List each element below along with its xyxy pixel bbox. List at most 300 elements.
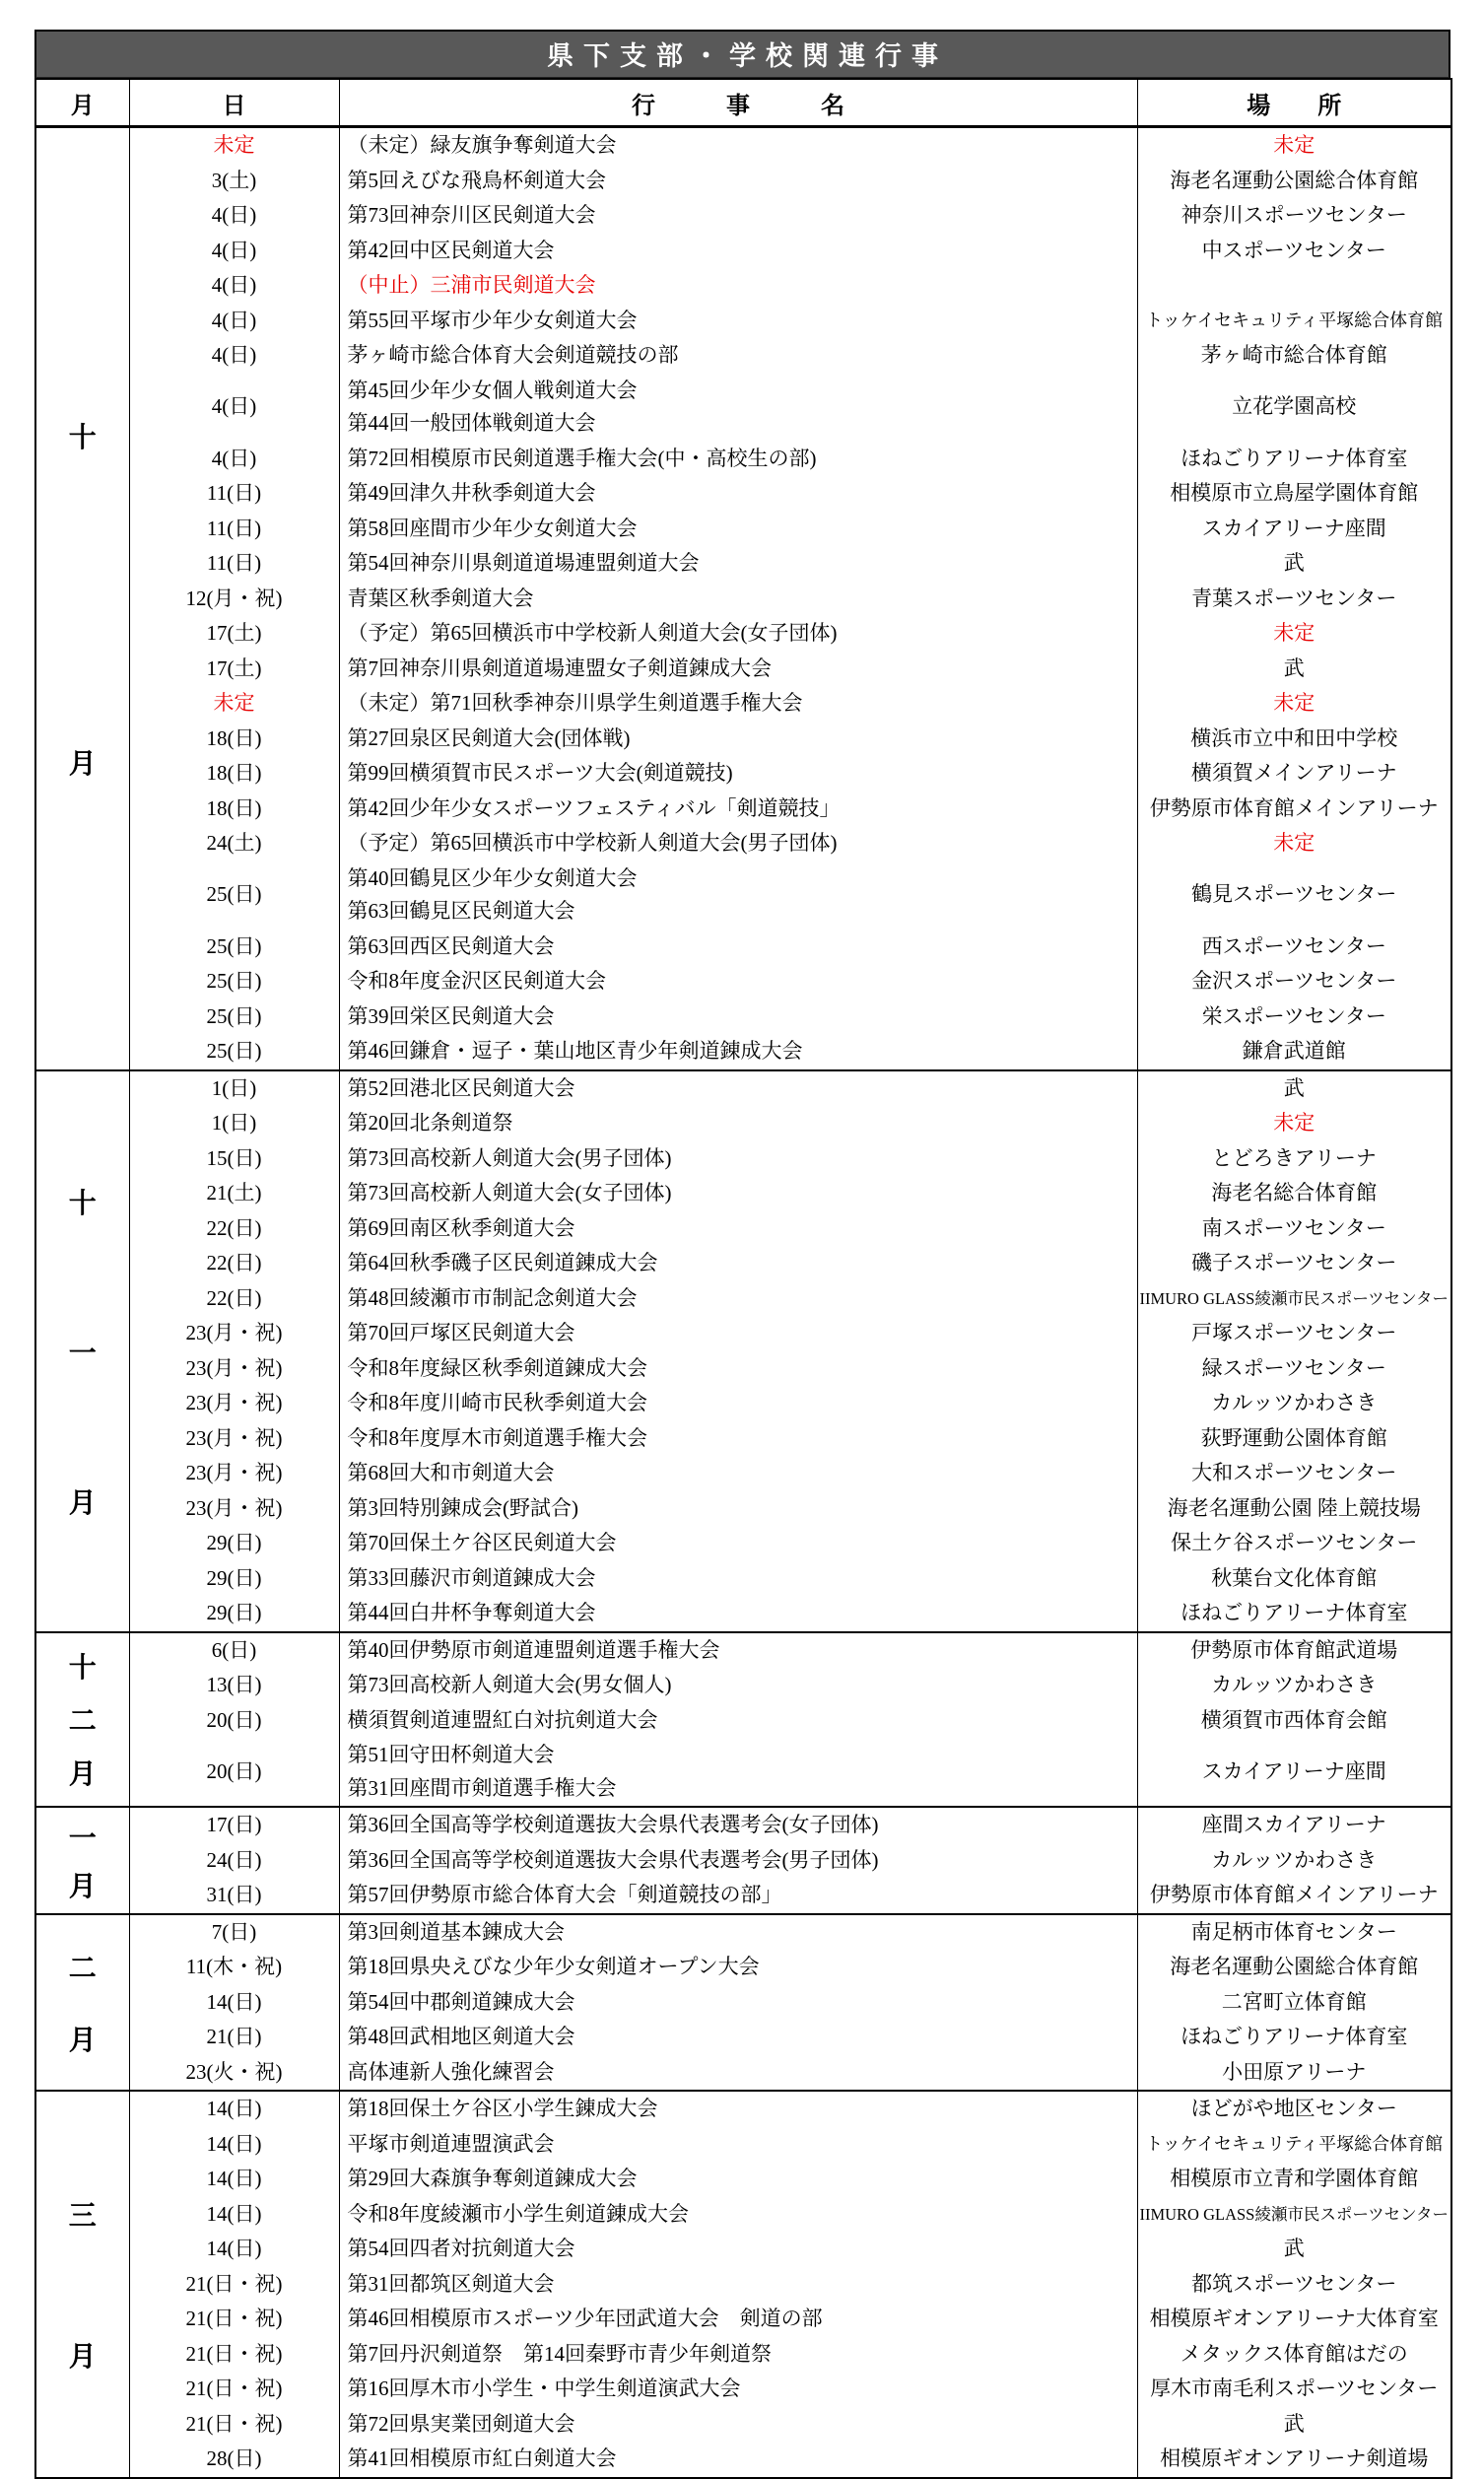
- place-text: 未定: [1273, 621, 1315, 645]
- day-cell: [129, 1738, 339, 1807]
- table-row: [35, 164, 1451, 199]
- place-cell: [1137, 1421, 1451, 1457]
- event-cell: [339, 476, 1137, 512]
- place-cell: [1137, 2302, 1451, 2337]
- event-line: 第18回保土ケ谷区小学生錬成大会: [347, 2097, 658, 2120]
- day-cell: [129, 1561, 339, 1597]
- place-cell: [1137, 1878, 1451, 1914]
- place-cell: [1137, 756, 1451, 792]
- event-cell: [339, 1070, 1137, 1107]
- event-cell: [339, 686, 1137, 722]
- day-text: 24(日): [206, 1847, 262, 1872]
- day-text: 21(日・祝): [185, 2271, 283, 2296]
- event-line: 第45回少年少女個人戦剣道大会: [347, 378, 638, 402]
- day-text: 17(土): [206, 655, 262, 680]
- event-cell: [339, 546, 1137, 582]
- table-row: [35, 1526, 1451, 1561]
- event-cell: [339, 964, 1137, 999]
- event-cell: [339, 2267, 1137, 2303]
- day-cell: [129, 304, 339, 339]
- event-cell: [339, 1034, 1137, 1070]
- event-line: 第51回守田杯剣道大会: [347, 1743, 555, 1766]
- event-line: 第99回横須賀市民スポーツ大会(剣道競技): [347, 761, 733, 785]
- month-char: 十: [68, 1653, 97, 1685]
- place-cell: [1137, 964, 1451, 999]
- day-cell: [129, 1456, 339, 1491]
- event-cell: [339, 2091, 1137, 2127]
- event-cell: [339, 164, 1137, 199]
- table-row: [35, 861, 1451, 930]
- day-text: 6(日): [211, 1637, 257, 1662]
- place-text: [1139, 269, 1450, 303]
- day-cell: [129, 930, 339, 965]
- place-cell: [1137, 1703, 1451, 1739]
- event-cell: [339, 1106, 1137, 1141]
- table-row: [35, 1738, 1451, 1807]
- event-line: 第54回中郡剣道錬成大会: [347, 1989, 575, 2014]
- event-cell: [339, 1316, 1137, 1351]
- schedule-sheet: [34, 30, 1450, 2479]
- event-cell: [339, 999, 1137, 1035]
- month-char: 十: [68, 422, 97, 453]
- day-cell: [129, 442, 339, 477]
- place-cell: [1137, 1985, 1451, 2021]
- table-row: [35, 756, 1451, 792]
- event-cell: [339, 1843, 1137, 1879]
- event-cell: [339, 2372, 1137, 2407]
- place-cell: [1137, 2267, 1451, 2303]
- place-text: 海老名総合体育館: [1211, 1181, 1378, 1205]
- place-text: 武: [1283, 1075, 1305, 1100]
- event-cell: [339, 2197, 1137, 2233]
- event-cell: [339, 1878, 1137, 1914]
- table-row: [35, 2302, 1451, 2337]
- place-text: ほどがや地区センター: [1190, 2097, 1397, 2120]
- day-text: 22(日): [206, 1285, 262, 1310]
- event-cell: [339, 792, 1137, 827]
- place-text: 伊勢原市体育館メインアリーナ: [1149, 1883, 1439, 1906]
- day-text: 25(日): [206, 969, 262, 993]
- place-text: 伊勢原市体育館メインアリーナ: [1149, 795, 1439, 820]
- place-text: IIMURO GLASS綾瀬市民スポーツセンター: [1139, 2204, 1450, 2224]
- day-cell: [129, 686, 339, 722]
- event-cell: [339, 826, 1137, 861]
- table-row: [35, 722, 1451, 757]
- place-text: スカイアリーナ座間: [1201, 516, 1386, 540]
- table-row: [35, 1211, 1451, 1247]
- event-line: 第36回全国高等学校剣道選抜大会県代表選考会(女子団体): [347, 1813, 879, 1836]
- day-text: 未定: [213, 691, 255, 715]
- place-text: 座間スカイアリーナ: [1201, 1813, 1386, 1836]
- event-line: 第20回北条剣道祭: [347, 1111, 513, 1135]
- day-text: 25(日): [206, 1039, 262, 1063]
- day-cell: [129, 1070, 339, 1107]
- day-cell: [129, 2442, 339, 2478]
- place-cell: [1137, 1141, 1451, 1177]
- day-text: 23(月・祝): [185, 1461, 283, 1484]
- month-label: [36, 1915, 129, 2091]
- table-row: [35, 1807, 1451, 1843]
- event-cell: [339, 1456, 1137, 1491]
- day-text: 23(火・祝): [185, 2059, 283, 2084]
- place-cell: [1137, 1351, 1451, 1387]
- day-text: 3(土): [211, 168, 257, 192]
- event-cell: [339, 2055, 1137, 2092]
- day-cell: [129, 616, 339, 652]
- day-text: 23(月・祝): [185, 1391, 283, 1414]
- place-cell: [1137, 1950, 1451, 1985]
- place-cell: [1137, 616, 1451, 652]
- event-line: 第46回鎌倉・逗子・葉山地区青少年剣道錬成大会: [347, 1039, 803, 1063]
- event-cell: [339, 861, 1137, 930]
- day-text: 29(日): [206, 1565, 262, 1590]
- day-text: 4(日): [211, 203, 257, 227]
- table-row: [35, 374, 1451, 442]
- table-row: [35, 1141, 1451, 1177]
- event-cell: [339, 2020, 1137, 2055]
- day-text: 11(日): [206, 551, 262, 575]
- place-text: 都筑スポーツセンター: [1191, 2271, 1397, 2296]
- place-cell: [1137, 374, 1451, 442]
- day-text: 13(日): [206, 1673, 262, 1696]
- day-cell: [129, 198, 339, 234]
- day-text: 21(日・祝): [185, 2307, 283, 2330]
- event-cell: [339, 2442, 1137, 2478]
- day-text: 29(日): [206, 1601, 262, 1624]
- day-cell: [129, 1421, 339, 1457]
- month-char: 月: [68, 1871, 97, 1902]
- day-text: 11(木・祝): [185, 1955, 283, 1978]
- day-cell: [129, 1316, 339, 1351]
- event-line: 第57回伊勢原市総合体育大会「剣道競技の部」: [347, 1883, 782, 1906]
- event-line: 第58回座間市少年少女剣道大会: [347, 516, 638, 540]
- day-text: 21(日): [206, 2025, 262, 2048]
- event-line: 第41回相模原市紅白剣道大会: [347, 2446, 617, 2470]
- table-header: [35, 79, 1451, 127]
- day-text: 18(日): [206, 725, 262, 750]
- day-cell: [129, 2197, 339, 2233]
- event-line: 第33回藤沢市剣道錬成大会: [347, 1565, 596, 1590]
- event-cell: [339, 930, 1137, 965]
- event-line: 第54回四者対抗剣道大会: [347, 2237, 575, 2260]
- place-cell: [1137, 1246, 1451, 1281]
- table-row: [35, 1843, 1451, 1879]
- place-cell: [1137, 2127, 1451, 2163]
- table-row: [35, 1985, 1451, 2021]
- table-row: [35, 2162, 1451, 2197]
- event-line: 令和8年度緑区秋季剣道錬成大会: [347, 1355, 647, 1380]
- place-cell: [1137, 2020, 1451, 2055]
- day-cell: [129, 964, 339, 999]
- event-cell: [339, 1281, 1137, 1317]
- place-text: 小田原アリーナ: [1222, 2059, 1367, 2084]
- place-text: 中スポーツセンター: [1201, 238, 1386, 262]
- place-cell: [1137, 198, 1451, 234]
- place-cell: [1137, 1176, 1451, 1211]
- event-line: 第54回神奈川県剣道道場連盟剣道大会: [347, 551, 700, 575]
- event-line: 第31回都筑区剣道大会: [347, 2271, 555, 2296]
- table-row: [35, 2091, 1451, 2127]
- event-cell: [339, 616, 1137, 652]
- day-cell: [129, 1034, 339, 1070]
- day-cell: [129, 1386, 339, 1421]
- table-row: [35, 127, 1451, 164]
- place-text: ほねごりアリーナ体育室: [1180, 446, 1408, 470]
- event-line: 第64回秋季磯子区民剣道錬成大会: [347, 1251, 658, 1274]
- day-cell: [129, 1246, 339, 1281]
- event-cell: [339, 1950, 1137, 1985]
- event-cell: [339, 1176, 1137, 1211]
- month-cell: [35, 1807, 129, 1914]
- table-row: [35, 1950, 1451, 1985]
- event-cell: [339, 127, 1137, 164]
- day-cell: [129, 2162, 339, 2197]
- event-cell: [339, 1632, 1137, 1669]
- day-text: 4(日): [211, 238, 257, 262]
- place-cell: [1137, 2442, 1451, 2478]
- month-label: [36, 2092, 129, 2477]
- table-row: [35, 582, 1451, 617]
- event-cell: [339, 268, 1137, 304]
- month-char: 三: [68, 2200, 97, 2232]
- place-text: ほねごりアリーナ体育室: [1180, 1601, 1408, 1624]
- event-cell: [339, 442, 1137, 477]
- place-text: 相模原ギオンアリーナ剣道場: [1160, 2446, 1429, 2470]
- place-cell: [1137, 304, 1451, 339]
- header-row: [35, 79, 1451, 127]
- table-row: [35, 1561, 1451, 1597]
- place-text: メタックス体育館はだの: [1180, 2341, 1408, 2366]
- day-text: 21(日・祝): [185, 2376, 283, 2400]
- event-cell: [339, 1351, 1137, 1387]
- month-cell: [35, 1632, 129, 1808]
- day-text: 23(月・祝): [185, 1495, 283, 1520]
- place-cell: [1137, 1632, 1451, 1669]
- day-cell: [129, 127, 339, 164]
- place-text: トッケイセキュリティ平塚総合体育館: [1145, 310, 1444, 330]
- place-text: IIMURO GLASS綾瀬市民スポーツセンター: [1139, 1288, 1450, 1308]
- place-text: 海老名運動公園総合体育館: [1170, 168, 1419, 192]
- place-text: 海老名運動公園総合体育館: [1170, 1955, 1419, 1978]
- event-line: 令和8年度金沢区民剣道大会: [347, 969, 606, 993]
- event-line: 第7回丹沢剣道祭 第14回秦野市青少年剣道祭: [347, 2341, 772, 2366]
- day-cell: [129, 2091, 339, 2127]
- event-line: 第27回泉区民剣道大会(団体戦): [347, 725, 631, 750]
- table-row: [35, 304, 1451, 339]
- event-line: 第5回えびな飛鳥杯剣道大会: [347, 168, 606, 192]
- day-cell: [129, 164, 339, 199]
- month-cell: [35, 127, 129, 1070]
- event-line: 第73回神奈川区民剣道大会: [347, 203, 596, 227]
- event-line: 第44回一般団体戦剣道大会: [347, 411, 596, 435]
- event-line: 第68回大和市剣道大会: [347, 1461, 555, 1484]
- table-row: [35, 1456, 1451, 1491]
- place-text: 荻野運動公園体育館: [1200, 1425, 1387, 1450]
- day-cell: [129, 2337, 339, 2373]
- event-line: 第72回県実業団剣道大会: [347, 2411, 575, 2436]
- event-line: 第48回武相地区剣道大会: [347, 2025, 575, 2048]
- day-text: 21(日・祝): [185, 2411, 283, 2436]
- place-text: 相模原ギオンアリーナ大体育室: [1149, 2307, 1439, 2330]
- event-line: 横須賀剣道連盟紅白対抗剣道大会: [347, 1707, 658, 1732]
- place-text: 戸塚スポーツセンター: [1191, 1321, 1397, 1344]
- event-cell: [339, 652, 1137, 687]
- place-cell: [1137, 2232, 1451, 2267]
- day-text: 23(月・祝): [185, 1425, 283, 1450]
- event-line: （中止）三浦市民剣道大会: [347, 273, 596, 297]
- event-cell: [339, 582, 1137, 617]
- place-text: 南スポーツセンター: [1201, 1215, 1386, 1240]
- event-cell: [339, 1246, 1137, 1281]
- place-cell: [1137, 1386, 1451, 1421]
- day-text: 未定: [213, 133, 255, 157]
- table-row: [35, 268, 1451, 304]
- event-line: 第73回高校新人剣道大会(女子団体): [347, 1181, 672, 1205]
- place-text: 立花学園高校: [1232, 394, 1357, 419]
- place-cell: [1137, 1106, 1451, 1141]
- event-line: （未定）緑友旗争奪剣道大会: [347, 133, 617, 157]
- day-cell: [129, 861, 339, 930]
- place-cell: [1137, 338, 1451, 374]
- month-char: 月: [68, 2342, 97, 2373]
- place-cell: [1137, 2337, 1451, 2373]
- event-cell: [339, 2162, 1137, 2197]
- day-text: 22(日): [206, 1251, 262, 1274]
- day-text: 14(日): [206, 2167, 262, 2190]
- month-char: 月: [68, 2025, 97, 2056]
- table-row: [35, 512, 1451, 547]
- place-cell: [1137, 2162, 1451, 2197]
- event-line: 第70回戸塚区民剣道大会: [347, 1321, 575, 1344]
- table-row: [35, 2055, 1451, 2092]
- place-text: ほねごりアリーナ体育室: [1180, 2025, 1408, 2048]
- header-month: 月: [35, 79, 129, 127]
- place-text: 武: [1283, 551, 1305, 575]
- table-row: [35, 1878, 1451, 1914]
- day-text: 14(日): [206, 1989, 262, 2014]
- day-cell: [129, 1632, 339, 1669]
- table-row: [35, 1281, 1451, 1317]
- table-row: [35, 1351, 1451, 1387]
- day-cell: [129, 268, 339, 304]
- place-text: 大和スポーツセンター: [1191, 1461, 1397, 1484]
- place-cell: [1137, 1211, 1451, 1247]
- place-cell: [1137, 164, 1451, 199]
- place-text: 横須賀市西体育会館: [1200, 1707, 1387, 1732]
- event-cell: [339, 304, 1137, 339]
- event-line: 第42回中区民剣道大会: [347, 238, 555, 262]
- day-cell: [129, 1878, 339, 1914]
- event-cell: [339, 198, 1137, 234]
- place-cell: [1137, 512, 1451, 547]
- day-cell: [129, 2232, 339, 2267]
- event-cell: [339, 1668, 1137, 1703]
- event-cell: [339, 1386, 1137, 1421]
- event-cell: [339, 756, 1137, 792]
- place-cell: [1137, 1914, 1451, 1951]
- day-text: 14(日): [206, 2201, 262, 2226]
- place-cell: [1137, 652, 1451, 687]
- table-row: [35, 964, 1451, 999]
- day-cell: [129, 1596, 339, 1632]
- day-text: 23(月・祝): [185, 1355, 283, 1380]
- event-cell: [339, 1561, 1137, 1597]
- month-label: [36, 1071, 129, 1631]
- place-text: 未定: [1273, 691, 1315, 715]
- month-label: [36, 128, 129, 1069]
- month-char: 一: [68, 1338, 97, 1369]
- table-row: [35, 2372, 1451, 2407]
- event-line: 第46回相模原市スポーツ少年団武道大会 剣道の部: [347, 2307, 823, 2330]
- table-row: [35, 234, 1451, 269]
- table-row: [35, 1316, 1451, 1351]
- day-cell: [129, 1985, 339, 2021]
- day-text: 15(日): [206, 1145, 262, 1170]
- day-text: 18(日): [206, 761, 262, 785]
- table-row: [35, 476, 1451, 512]
- table-row: [35, 546, 1451, 582]
- day-cell: [129, 756, 339, 792]
- place-cell: [1137, 861, 1451, 930]
- table-row: [35, 2197, 1451, 2233]
- table-row: [35, 2020, 1451, 2055]
- event-cell: [339, 1703, 1137, 1739]
- day-cell: [129, 722, 339, 757]
- day-cell: [129, 1176, 339, 1211]
- place-cell: [1137, 1070, 1451, 1107]
- table-row: [35, 1106, 1451, 1141]
- event-cell: [339, 2337, 1137, 2373]
- day-text: 11(日): [206, 481, 262, 505]
- place-text: 横須賀メインアリーナ: [1190, 761, 1397, 785]
- day-cell: [129, 476, 339, 512]
- place-text: 伊勢原市体育館武道場: [1190, 1637, 1398, 1662]
- event-line: 平塚市剣道連盟演武会: [347, 2131, 555, 2156]
- place-text: 未定: [1273, 831, 1315, 855]
- day-text: 22(日): [206, 1215, 262, 1240]
- month-cell: [35, 1070, 129, 1632]
- place-cell: [1137, 2197, 1451, 2233]
- day-cell: [129, 512, 339, 547]
- event-line: 第18回県央えびな少年少女剣道オープン大会: [347, 1955, 760, 1978]
- day-cell: [129, 1281, 339, 1317]
- place-text: 二宮町立体育館: [1221, 1989, 1367, 2014]
- event-line: 第31回座間市剣道選手権大会: [347, 1775, 617, 1800]
- event-line: 第49回津久井秋季剣道大会: [347, 481, 596, 505]
- place-text: 鶴見スポーツセンター: [1191, 882, 1397, 907]
- event-line: （予定）第65回横浜市中学校新人剣道大会(女子団体): [347, 621, 838, 645]
- day-cell: [129, 2127, 339, 2163]
- table-row: [35, 930, 1451, 965]
- day-text: 20(日): [206, 1758, 262, 1783]
- place-cell: [1137, 2091, 1451, 2127]
- event-cell: [339, 2302, 1137, 2337]
- day-text: 21(土): [206, 1181, 262, 1205]
- place-text: 神奈川スポーツセンター: [1180, 203, 1407, 227]
- event-line: 令和8年度厚木市剣道選手権大会: [347, 1425, 647, 1450]
- place-text: 横浜市立中和田中学校: [1190, 725, 1398, 750]
- place-cell: [1137, 999, 1451, 1035]
- table-row: [35, 1596, 1451, 1632]
- place-text: 海老名運動公園 陸上競技場: [1167, 1495, 1421, 1520]
- event-line: 第36回全国高等学校剣道選抜大会県代表選考会(男子団体): [347, 1847, 879, 1872]
- place-cell: [1137, 2055, 1451, 2092]
- event-line: 第63回鶴見区民剣道大会: [347, 899, 575, 923]
- table-row: [35, 2407, 1451, 2443]
- event-line: 第42回少年少女スポーツフェスティバル「剣道競技」: [347, 795, 841, 820]
- place-cell: [1137, 2372, 1451, 2407]
- header-place: 場 所: [1137, 79, 1451, 127]
